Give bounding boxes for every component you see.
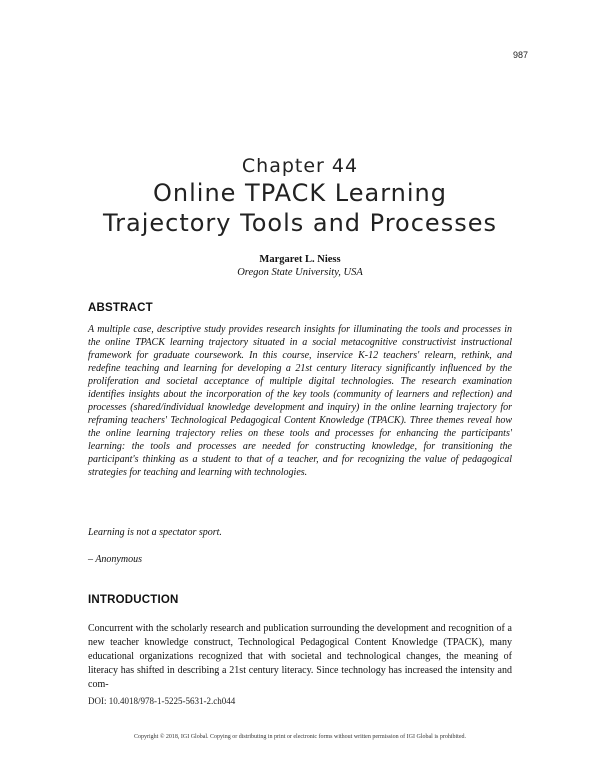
chapter-title xyxy=(0,178,600,238)
introduction-heading: INTRODUCTION xyxy=(88,594,179,606)
copyright-notice: Copyright © 2018, IGI Global. Copying or distributing in print or electronic forms without written permission of IGI Global is prohibited. xyxy=(133,734,466,740)
doi: DOI: 10.4018/978-1-5225-5631-2.ch044 xyxy=(88,696,236,706)
chapter-label: Chapter 44 xyxy=(241,155,359,177)
chapter-title-line-1: Online TPACK Learning xyxy=(153,179,447,207)
epigraph-attribution: – Anonymous xyxy=(88,554,142,565)
introduction-body xyxy=(88,622,512,692)
introduction-text: Concurrent with the scholarly research and publication surrounding the development and recognition of a new teacher knowledge construct, Technological Pedagogical Content Knowledge (TPACK), many educational organizations recognized that with societal and technological changes, the meaning of literacy has shifted in describing a 21st century literacy. Since technology has increased the intensity and com- xyxy=(88,623,512,690)
epigraph-quote: Learning is not a spectator sport. xyxy=(88,527,222,538)
abstract-heading: ABSTRACT xyxy=(88,302,153,314)
page-number: 987 xyxy=(512,50,528,60)
abstract-body xyxy=(88,323,512,479)
abstract-text: A multiple case, descriptive study provides research insights for illuminating the tools and processes in the online TPACK learning trajectory situated in a social metacognitive constructivist instructional framework for graduate coursework. In this course, inservice K-12 teachers' relearn, rethink, and redefine teaching and learning for developing a 21st century literacy significantly influenced by the proliferation and societal acceptance of multiple digital technologies. The research examination identifies insights about the incorporation of the key tools (community of learners and reflection) and processes (shared/individual knowledge development and inquiry) in the online learning trajectory for reframing teachers' Technological Pedagogical Content Knowledge (TPACK). Three themes reveal how the online learning trajectory relies on these tools and processes for enhancing the participants' learning: the tools and processes are needed for constructing knowledge, for transitioning the participant's thinking as a student to that of a teacher, and for recognizing the value of pedagogical strategies for teaching and learning with technologies. xyxy=(88,324,512,478)
author-affiliation: Oregon State University, USA xyxy=(237,267,363,278)
chapter-title-line-2: Trajectory Tools and Processes xyxy=(103,209,497,237)
author-name: Margaret L. Niess xyxy=(259,254,341,265)
